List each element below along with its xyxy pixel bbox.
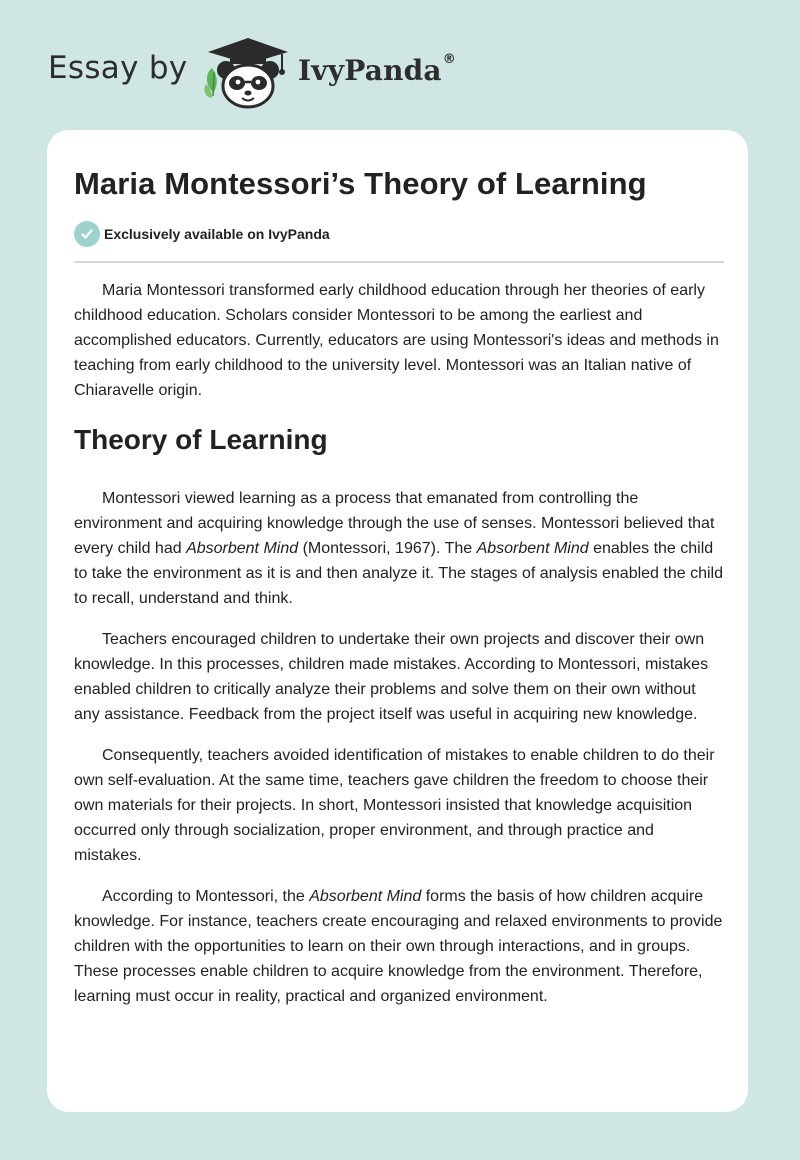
term-absorbent-mind: Absorbent Mind (186, 540, 299, 557)
paragraph-1: Montessori viewed learning as a process that emanated from controlling the environment and acquiring knowledge through the use of senses. Montessori believed that every child had Absorbent Mind (Montessori, 1967). The Absorbent Mind enables the child to take the environment as it is and then analyze it. The stages of analysis enabled the child to recall, understand and think. (74, 490, 723, 607)
term-absorbent-mind: Absorbent Mind (476, 540, 589, 557)
essay-body (74, 278, 724, 1025)
site-header (48, 32, 528, 112)
badge-label: Exclusively available on IvyPanda (104, 226, 330, 242)
exclusive-badge (74, 221, 330, 247)
term-absorbent-mind: Absorbent Mind (309, 888, 422, 905)
title-divider (74, 261, 724, 263)
section-heading: Theory of Learning (74, 424, 328, 455)
page-title: Maria Montessori’s Theory of Learning (74, 166, 647, 201)
paragraph-3: Consequently, teachers avoided identification of mistakes to enable children to do their own self-evaluation. At the same time, teachers gave children the freedom to choose their own materials for their projects. In short, Montessori insisted that knowledge acquisition occurred only through socialization, proper environment, and through practice and mistakes. (74, 747, 715, 864)
registered-mark: ® (442, 52, 456, 67)
essay-by-label: Essay by (48, 50, 188, 86)
paragraph-4: According to Montessori, the Absorbent Mind forms the basis of how children acquire knowledge. For instance, teachers create encouraging and relaxed environments to provide children with the opportunities to learn on their own through interactions, and in groups. These processes enable children to acquire knowledge from the environment. Therefore, learning must occur in reality, practical and organized environment. (74, 888, 723, 1005)
essay-card (47, 130, 748, 1112)
paragraph-2: Teachers encouraged children to undertake their own projects and discover their own knowledge. In this processes, children made mistakes. According to Montessori, mistakes enabled children to critically analyze their problems and solve them on their own without any assistance. Feedback from the project itself was useful in acquiring new knowledge. (74, 631, 709, 723)
intro-paragraph: Maria Montessori transformed early childhood education through her theories of early childhood education. Scholars consider Montessori to be among the earliest and accomplished educators. Currently, educators are using Montessori's ideas and methods in teaching from early childhood to the university level. Montessori was an Italian native of Chiaravelle origin. (74, 282, 719, 399)
brand-name[interactable]: IvyPanda® (298, 52, 456, 87)
check-circle-icon (74, 221, 100, 247)
panda-graduate-icon[interactable] (202, 34, 294, 110)
